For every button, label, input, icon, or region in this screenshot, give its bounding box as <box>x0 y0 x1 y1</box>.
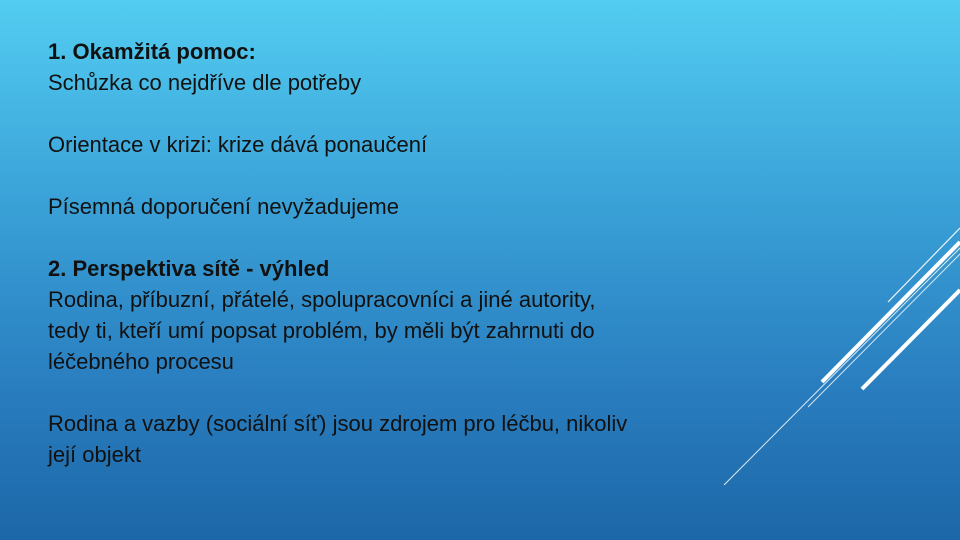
decor-line-4 <box>808 254 960 407</box>
section-immediate-help <box>48 36 748 222</box>
decor-line-5 <box>724 248 960 485</box>
section2-heading: 2. Perspektiva sítě - výhled <box>48 256 330 281</box>
section1-line2: Orientace v krizi: krize dává ponaučení <box>48 132 428 157</box>
section2-para2-line2: její objekt <box>48 442 141 467</box>
section2-para2-line1: Rodina a vazby (sociální síť) jsou zdrojem pro léčbu, nikoliv <box>48 411 628 436</box>
section1-line3: Písemná doporučení nevyžadujeme <box>48 194 399 219</box>
section-network-perspective <box>48 253 748 470</box>
decor-line-1 <box>888 228 960 302</box>
section2-para1-line1: Rodina, příbuzní, přátelé, spolupracovníci a jiné autority, <box>48 287 596 312</box>
section1-line1: Schůzka co nejdříve dle potřeby <box>48 70 362 95</box>
slide-body <box>48 36 748 470</box>
decor-line-2 <box>822 242 960 382</box>
section2-para1-line2: tedy ti, kteří umí popsat problém, by měli být zahrnuti do <box>48 318 595 343</box>
section1-heading: 1. Okamžitá pomoc: <box>48 39 256 64</box>
decor-line-3 <box>862 290 960 389</box>
section2-para1-line3: léčebného procesu <box>48 349 234 374</box>
